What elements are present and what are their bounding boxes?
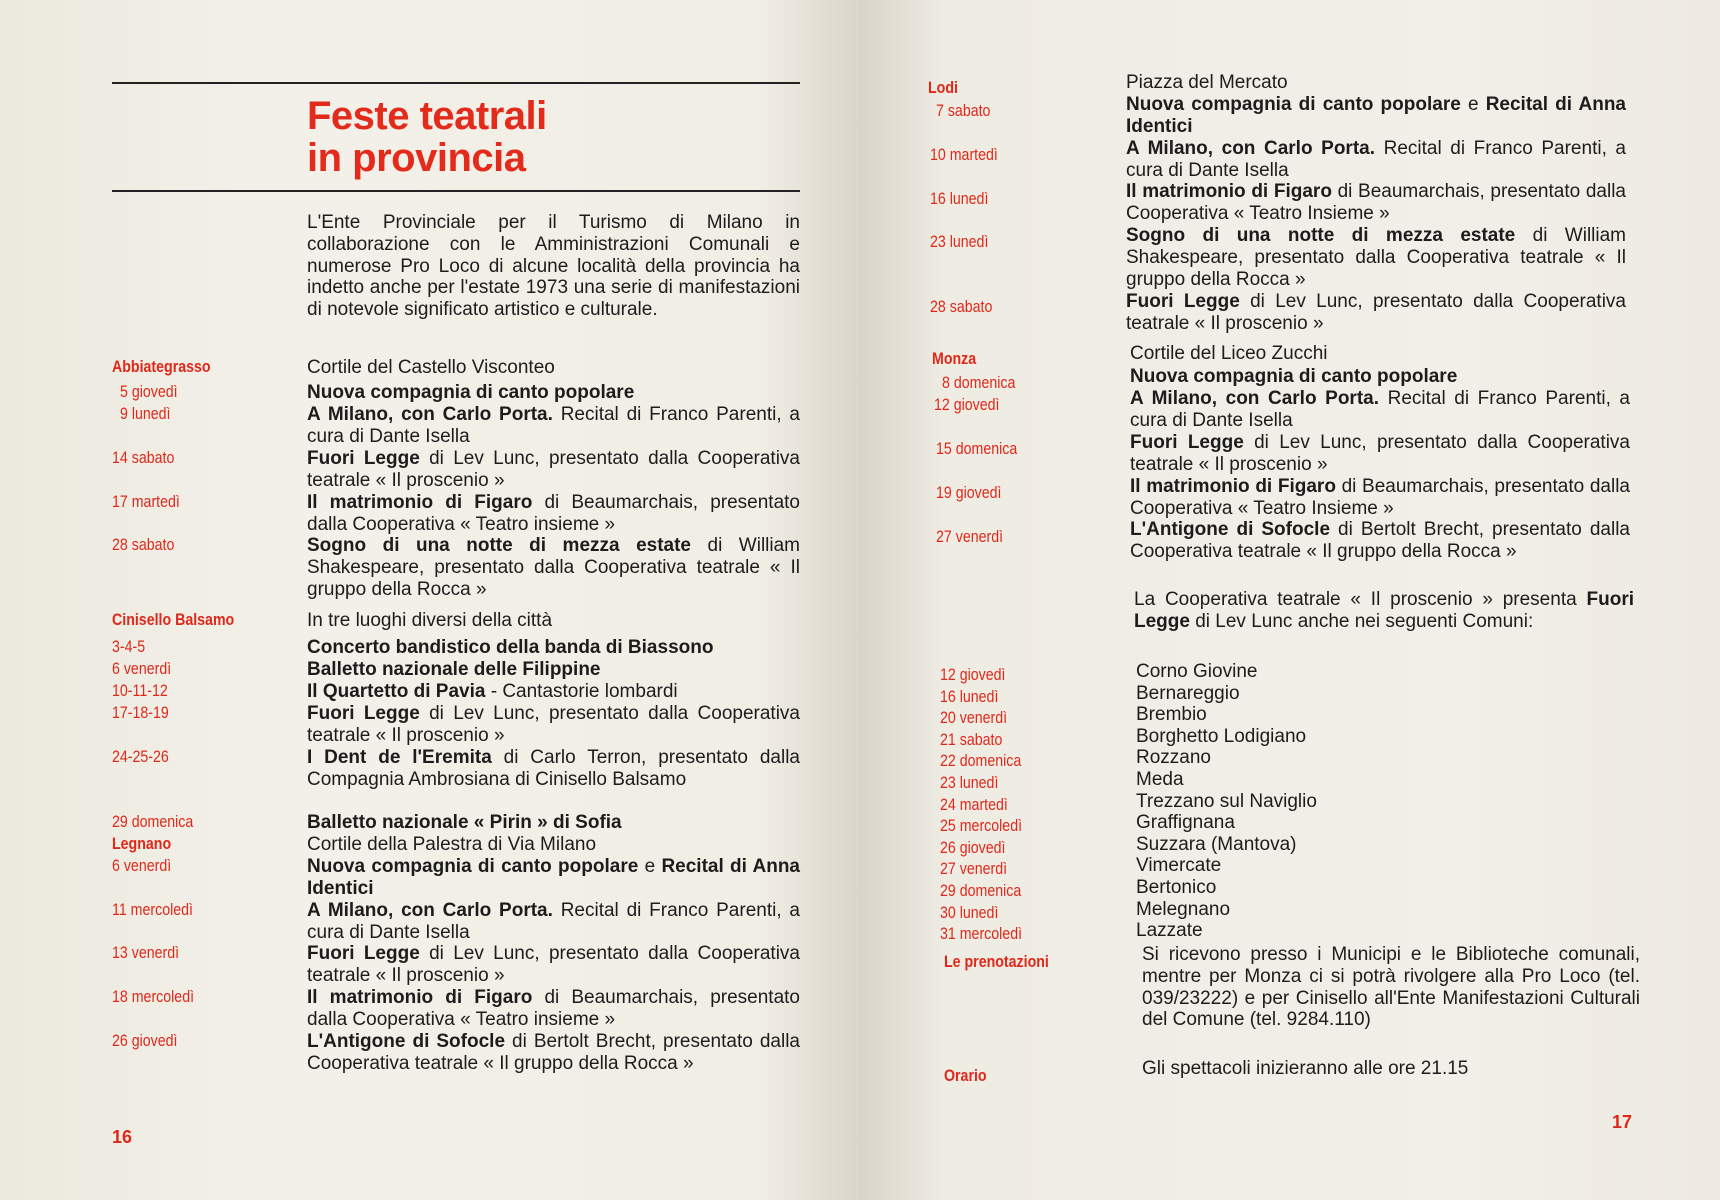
orario-label: Orario xyxy=(944,1067,987,1085)
intro-paragraph: L'Ente Provinciale per il Turismo di Milano in collaborazione con le Amministrazioni Comunali e numerose Pro Loco di alcune località della provincia ha indetto anche per l'estate 1973 una serie di manifestazioni di notevole significato artistico e culturale. xyxy=(307,212,800,321)
event-entry: Sogno di una notte di mezza estate di William Shakespeare, presentato dalla Cooperativa teatrale « Il gruppo della Rocca » xyxy=(307,535,801,600)
event-entry: Il matrimonio di Figaro di Beaumarchais, presentato dalla Cooperativa « Teatro Insieme » xyxy=(1130,476,1630,519)
title-bottom-rule xyxy=(112,190,800,192)
town-cinisello-balsamo: Cinisello Balsamo xyxy=(112,611,235,629)
venue-cinisello: In tre luoghi diversi della città xyxy=(307,610,553,631)
venue-legnano: Cortile della Palestra di Via Milano xyxy=(307,834,597,855)
event-entry: Fuori Legge di Lev Lunc, presentato dalla Cooperativa teatrale « Il proscenio » xyxy=(307,943,801,986)
event-entry: Concerto bandistico della banda di Biassono xyxy=(307,637,714,658)
event-entry: I Dent de l'Eremita di Carlo Terron, presentato dalla Compagnia Ambrosiana di Cinisello Balsamo xyxy=(307,747,800,790)
date-label: 7 sabato xyxy=(936,102,991,120)
event-entry: Il matrimonio di Figaro di Beaumarchais, presentato dalla Cooperativa « Teatro insieme » xyxy=(307,987,800,1030)
event-entry: Sogno di una notte di mezza estate di William Shakespeare, presentato dalla Cooperativa teatrale « Il gruppo della Rocca » xyxy=(1126,225,1627,290)
town-abbiategrasso: Abbiategrasso xyxy=(112,358,211,376)
comune-name: Suzzara (Mantova) xyxy=(1136,833,1297,855)
right-page xyxy=(860,0,1720,1200)
venue-lodi: Piazza del Mercato xyxy=(1126,72,1288,93)
town-lodi: Lodi xyxy=(928,79,958,97)
comune-date: 25 mercoledì xyxy=(940,817,1023,836)
event-entry: Nuova compagnia di canto popolare xyxy=(1130,366,1458,387)
date-label: 29 domenica xyxy=(112,813,194,831)
prenotazioni-label: Le prenotazioni xyxy=(944,953,1049,971)
event-entry: Il matrimonio di Figaro di Beaumarchais, presentato dalla Cooperativa « Teatro insieme » xyxy=(307,492,800,535)
date-label: 13 venerdì xyxy=(112,944,180,962)
page-number-left: 16 xyxy=(112,1127,133,1147)
date-label: 8 domenica xyxy=(942,374,1016,392)
title-line-2: in provincia xyxy=(307,136,526,180)
date-label: 28 sabato xyxy=(112,536,175,554)
comune-name: Lazzate xyxy=(1136,920,1203,942)
comune-name: Trezzano sul Naviglio xyxy=(1136,790,1317,812)
comune-name: Rozzano xyxy=(1136,747,1211,769)
comune-name: Bernareggio xyxy=(1136,682,1240,704)
date-label: 27 venerdì xyxy=(936,528,1004,546)
event-entry: A Milano, con Carlo Porta. Recital di Franco Parenti, a cura di Dante Isella xyxy=(1126,138,1626,181)
date-label: 23 lunedì xyxy=(930,233,989,251)
comune-date: 20 venerdì xyxy=(940,709,1008,728)
event-entry: Nuova compagnia di canto popolare xyxy=(307,382,635,403)
event-entry: Il Quartetto di Pavia - Cantastorie lombardi xyxy=(307,681,678,702)
date-label: 6 venerdì xyxy=(112,660,172,678)
comune-date: 23 lunedì xyxy=(940,774,999,792)
town-legnano: Legnano xyxy=(112,835,172,853)
date-label: 5 giovedì xyxy=(120,383,178,401)
venue-abbiategrasso: Cortile del Castello Visconteo xyxy=(307,357,555,378)
comune-date: 31 mercoledì xyxy=(940,925,1023,944)
comune-name: Melegnano xyxy=(1136,898,1231,920)
date-label: 17-18-19 xyxy=(112,704,169,722)
comune-name: Vimercate xyxy=(1136,855,1222,877)
prenotazioni-text: Si ricevono presso i Municipi e le Biblioteche comunali, mentre per Monza ci si potrà rivolgere alla Pro Loco (tel. 039/23222) e per Cinisello all'Ente Manifestazioni Culturali del Comune (tel. 9284.110) xyxy=(1142,944,1640,1031)
page-number-right: 17 xyxy=(1612,1112,1633,1132)
comune-name: Bertonico xyxy=(1136,877,1217,898)
event-entry: A Milano, con Carlo Porta. Recital di Franco Parenti, a cura di Dante Isella xyxy=(1130,388,1630,431)
event-entry: L'Antigone di Sofocle di Bertolt Brecht, presentato dalla Cooperativa teatrale « Il gruppo della Rocca » xyxy=(1130,519,1630,562)
date-label: 11 mercoledì xyxy=(112,901,193,919)
comune-date: 16 lunedì xyxy=(940,687,999,706)
date-label: 17 martedì xyxy=(112,493,180,511)
event-entry: Fuori Legge di Lev Lunc, presentato dalla Cooperativa teatrale « Il proscenio » xyxy=(307,448,801,491)
event-entry: Balletto nazionale delle Filippine xyxy=(307,659,601,680)
event-entry: A Milano, con Carlo Porta. Recital di Franco Parenti, a cura di Dante Isella xyxy=(307,404,800,447)
comune-date: 24 martedì xyxy=(940,795,1008,814)
event-entry: A Milano, con Carlo Porta. Recital di Franco Parenti, a cura di Dante Isella xyxy=(307,900,800,943)
town-monza: Monza xyxy=(932,350,977,368)
date-label: 3-4-5 xyxy=(112,638,146,656)
comune-date: 30 lunedì xyxy=(940,903,999,922)
date-label: 26 giovedì xyxy=(112,1032,178,1050)
event-entry: Il matrimonio di Figaro di Beaumarchais, presentato dalla Cooperativa « Teatro Insieme » xyxy=(1126,181,1626,224)
comune-date: 22 domenica xyxy=(940,752,1022,771)
event-entry: Fuori Legge di Lev Lunc, presentato dalla Cooperativa teatrale « Il proscenio » xyxy=(1126,291,1627,334)
event-entry: Nuova compagnia di canto popolare e Recital di Anna Identici xyxy=(307,856,800,899)
comune-date: 12 giovedì xyxy=(940,666,1006,684)
date-label: 6 venerdì xyxy=(112,857,172,875)
event-entry: Fuori Legge di Lev Lunc, presentato dalla Cooperativa teatrale « Il proscenio » xyxy=(1130,432,1631,475)
comune-name: Corno Giovine xyxy=(1136,661,1258,682)
title-top-rule xyxy=(112,82,800,84)
date-label: 15 domenica xyxy=(936,440,1018,458)
date-label: 9 lunedì xyxy=(120,405,171,423)
comune-name: Meda xyxy=(1136,769,1184,790)
date-label: 24-25-26 xyxy=(112,748,169,766)
comune-name: Graffignana xyxy=(1136,812,1235,834)
event-entry: L'Antigone di Sofocle di Bertolt Brecht, presentato dalla Cooperativa teatrale « Il gruppo della Rocca » xyxy=(307,1031,800,1074)
date-label: 16 lunedì xyxy=(930,190,989,208)
event-entry: Fuori Legge di Lev Lunc, presentato dalla Cooperativa teatrale « Il proscenio » xyxy=(307,703,801,746)
comune-name: Borghetto Lodigiano xyxy=(1136,725,1307,747)
comune-date: 27 venerdì xyxy=(940,860,1008,879)
date-label: 18 mercoledì xyxy=(112,988,195,1006)
comune-date: 21 sabato xyxy=(940,730,1003,749)
proscenio-intro: La Cooperativa teatrale « Il proscenio » presenta Fuori Legge di Lev Lunc anche nei seguenti Comuni: xyxy=(1134,589,1634,632)
title-line-1: Feste teatrali xyxy=(307,94,547,138)
event-entry: Balletto nazionale « Pirin » di Sofia xyxy=(307,812,622,833)
event-entry: Nuova compagnia di canto popolare e Recital di Anna Identici xyxy=(1126,94,1626,137)
date-label: 28 sabato xyxy=(930,298,993,316)
page-title xyxy=(307,95,727,179)
comune-date: 26 giovedì xyxy=(940,838,1006,857)
comune-name: Brembio xyxy=(1136,704,1207,726)
date-label: 10 martedì xyxy=(930,146,998,164)
orario-text: Gli spettacoli inizieranno alle ore 21.15 xyxy=(1142,1058,1469,1079)
date-label: 10-11-12 xyxy=(112,682,168,700)
date-label: 19 giovedì xyxy=(936,484,1002,502)
comune-date: 29 domenica xyxy=(940,882,1022,900)
date-label: 14 sabato xyxy=(112,449,175,467)
date-label: 12 giovedì xyxy=(934,396,1000,414)
venue-monza: Cortile del Liceo Zucchi xyxy=(1130,343,1328,364)
